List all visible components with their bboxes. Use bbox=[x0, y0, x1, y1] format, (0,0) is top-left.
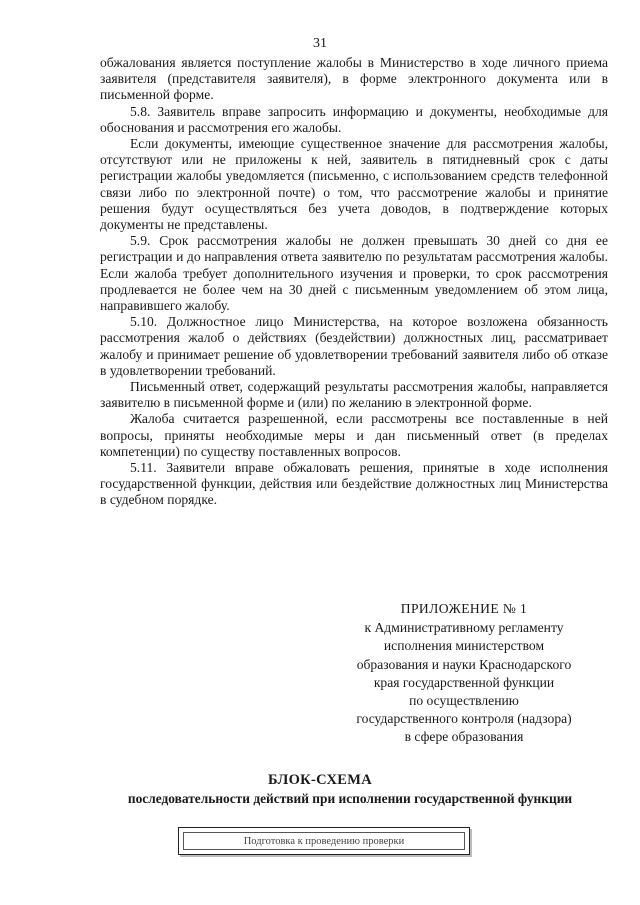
body-text bbox=[100, 55, 608, 509]
paragraph: Письменный ответ, содержащий результаты рассмотрения жалобы, направляется заявителю в письменной форме и (или) по желанию в электронной форме. bbox=[100, 379, 608, 411]
scheme-subtitle: последовательности действий при исполнении государственной функции bbox=[127, 791, 573, 806]
appendix-line: по осуществлению bbox=[409, 693, 519, 709]
paragraph: 5.10. Должностное лицо Министерства, на которое возложена обязанность рассмотрения жалоб о действиях (бездействии) должностных лиц, рассматривает жалобу и принимает решение об удовлетворении требований заявителя либо об отказе в удовлетворении требований. bbox=[100, 314, 608, 378]
paragraph: 5.9. Срок рассмотрения жалобы не должен превышать 30 дней со дня ее регистрации и до направления ответа заявителю по результатам рассмотрения жалобы. Если жалоба требует дополнительного изучения и проверки, то срок рассмотрения продлевается не более чем на 30 дней с письменным уведомлением об этом лица, направившего жалобу. bbox=[100, 233, 608, 314]
appendix-line: края государственной функции bbox=[373, 674, 555, 690]
appendix-line: исполнения министерством bbox=[383, 638, 545, 654]
appendix-line: государственного контроля (надзора) bbox=[356, 711, 572, 727]
scheme-title: БЛОК-СХЕМА bbox=[267, 772, 373, 788]
paragraph: обжалования является поступление жалобы в Министерство в ходе личного приема заявителя (представителя заявителя), в форме электронного документа или в письменной форме. bbox=[100, 55, 608, 103]
appendix-block bbox=[330, 600, 598, 747]
paragraph: Если документы, имеющие существенное значение для рассмотрения жалобы, отсутствуют или не приложены к ней, заявитель в пятидневный срок с даты регистрации жалобы уведомляется (письменно, с использованием средств телефонной связи либо по электронной почте) о том, что рассмотрение жалобы и принятие решения будут осуществляться без учета доводов, в подтверждение которых документы не представлены. bbox=[100, 136, 608, 233]
flowchart-box bbox=[178, 827, 470, 855]
paragraph: 5.8. Заявитель вправе запросить информацию и документы, необходимые для обоснования и рассмотрения его жалобы. bbox=[100, 103, 608, 135]
flowchart-box-label: Подготовка к проведению проверки bbox=[183, 832, 465, 850]
appendix-line: к Административному регламенту bbox=[364, 620, 564, 636]
paragraph: 5.11. Заявители вправе обжаловать решения, принятые в ходе исполнения государственной функции, действия или бездействие должностных лиц Министерства в судебном порядке. bbox=[100, 460, 608, 508]
appendix-line: образования и науки Краснодарского bbox=[356, 656, 572, 672]
appendix-line: в сфере образования bbox=[404, 729, 524, 745]
paragraph: Жалоба считается разрешенной, если рассмотрены все поставленные в ней вопросы, приняты необходимые меры и дан письменный ответ (в пределах компетенции) по существу поставленных вопросов. bbox=[100, 411, 608, 459]
appendix-title: ПРИЛОЖЕНИЕ № 1 bbox=[400, 601, 528, 616]
page-number: 31 bbox=[313, 36, 327, 51]
